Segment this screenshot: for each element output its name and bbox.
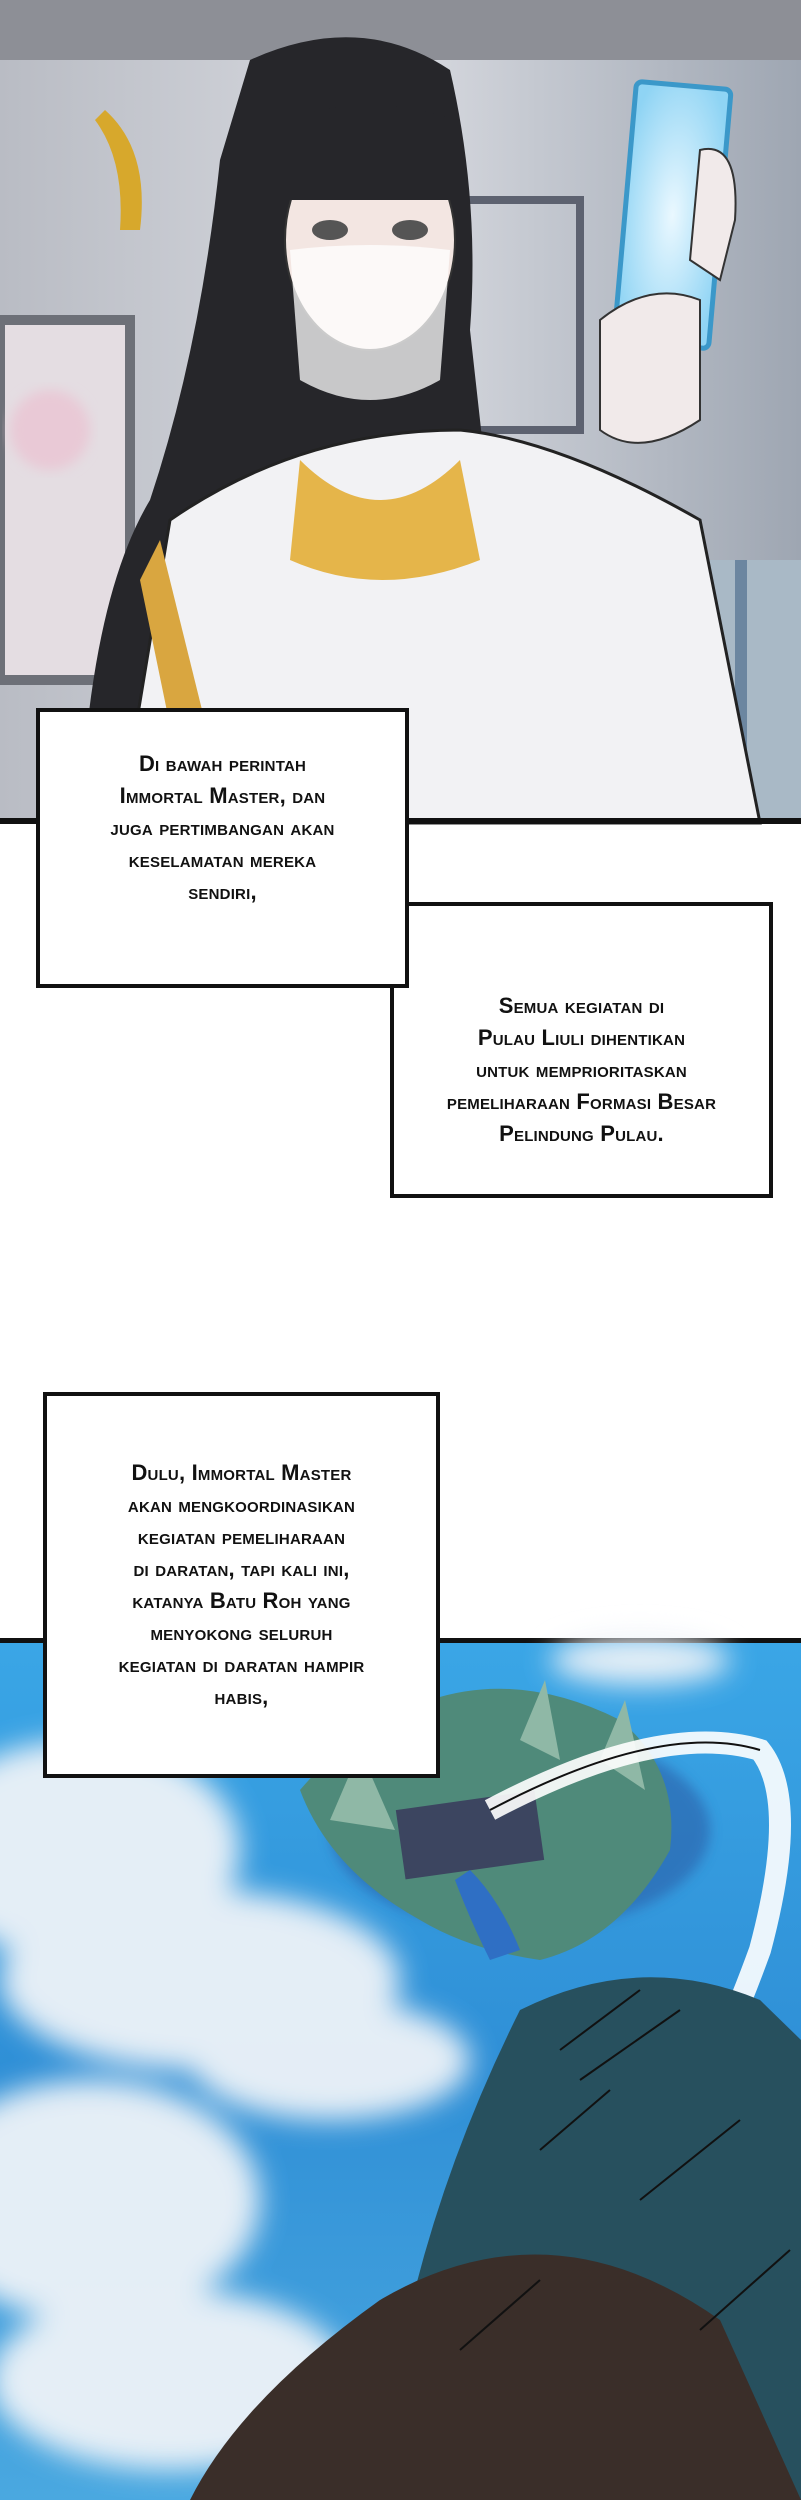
caption-line: Pulau Liuli dihentikan bbox=[477, 1025, 686, 1050]
caption-line: Dulu, Immortal Master bbox=[131, 1460, 352, 1485]
caption-box-3 bbox=[43, 1392, 440, 1778]
caption-line: sendiri, bbox=[188, 879, 257, 904]
caption-line: pemeliharaan Formasi Besar bbox=[446, 1089, 717, 1114]
caption-line: Pelindung Pulau. bbox=[499, 1121, 664, 1146]
caption-line: juga pertimbangan akan bbox=[110, 815, 335, 840]
caption-line: untuk memprioritaskan bbox=[476, 1057, 687, 1082]
caption-line: keselamatan mereka bbox=[128, 847, 317, 872]
caption-line: habis, bbox=[214, 1684, 269, 1709]
caption-line: akan mengkoordinasikan bbox=[127, 1492, 356, 1517]
caption-line: menyokong seluruh bbox=[150, 1620, 333, 1645]
caption-line: Semua kegiatan di bbox=[498, 993, 665, 1018]
caption-box-2 bbox=[390, 902, 773, 1198]
caption-line: kegiatan di daratan hampir bbox=[118, 1652, 365, 1677]
caption-box-1 bbox=[36, 708, 409, 988]
caption-line: Immortal Master, dan bbox=[119, 783, 326, 808]
caption-line: katanya Batu Roh yang bbox=[132, 1588, 351, 1613]
caption-line: Di bawah perintah bbox=[138, 751, 307, 776]
panel-1-woman-reading-tablet bbox=[0, 0, 801, 824]
caption-line: di daratan, tapi kali ini, bbox=[133, 1556, 350, 1581]
caption-line: kegiatan pemeliharaan bbox=[137, 1524, 346, 1549]
